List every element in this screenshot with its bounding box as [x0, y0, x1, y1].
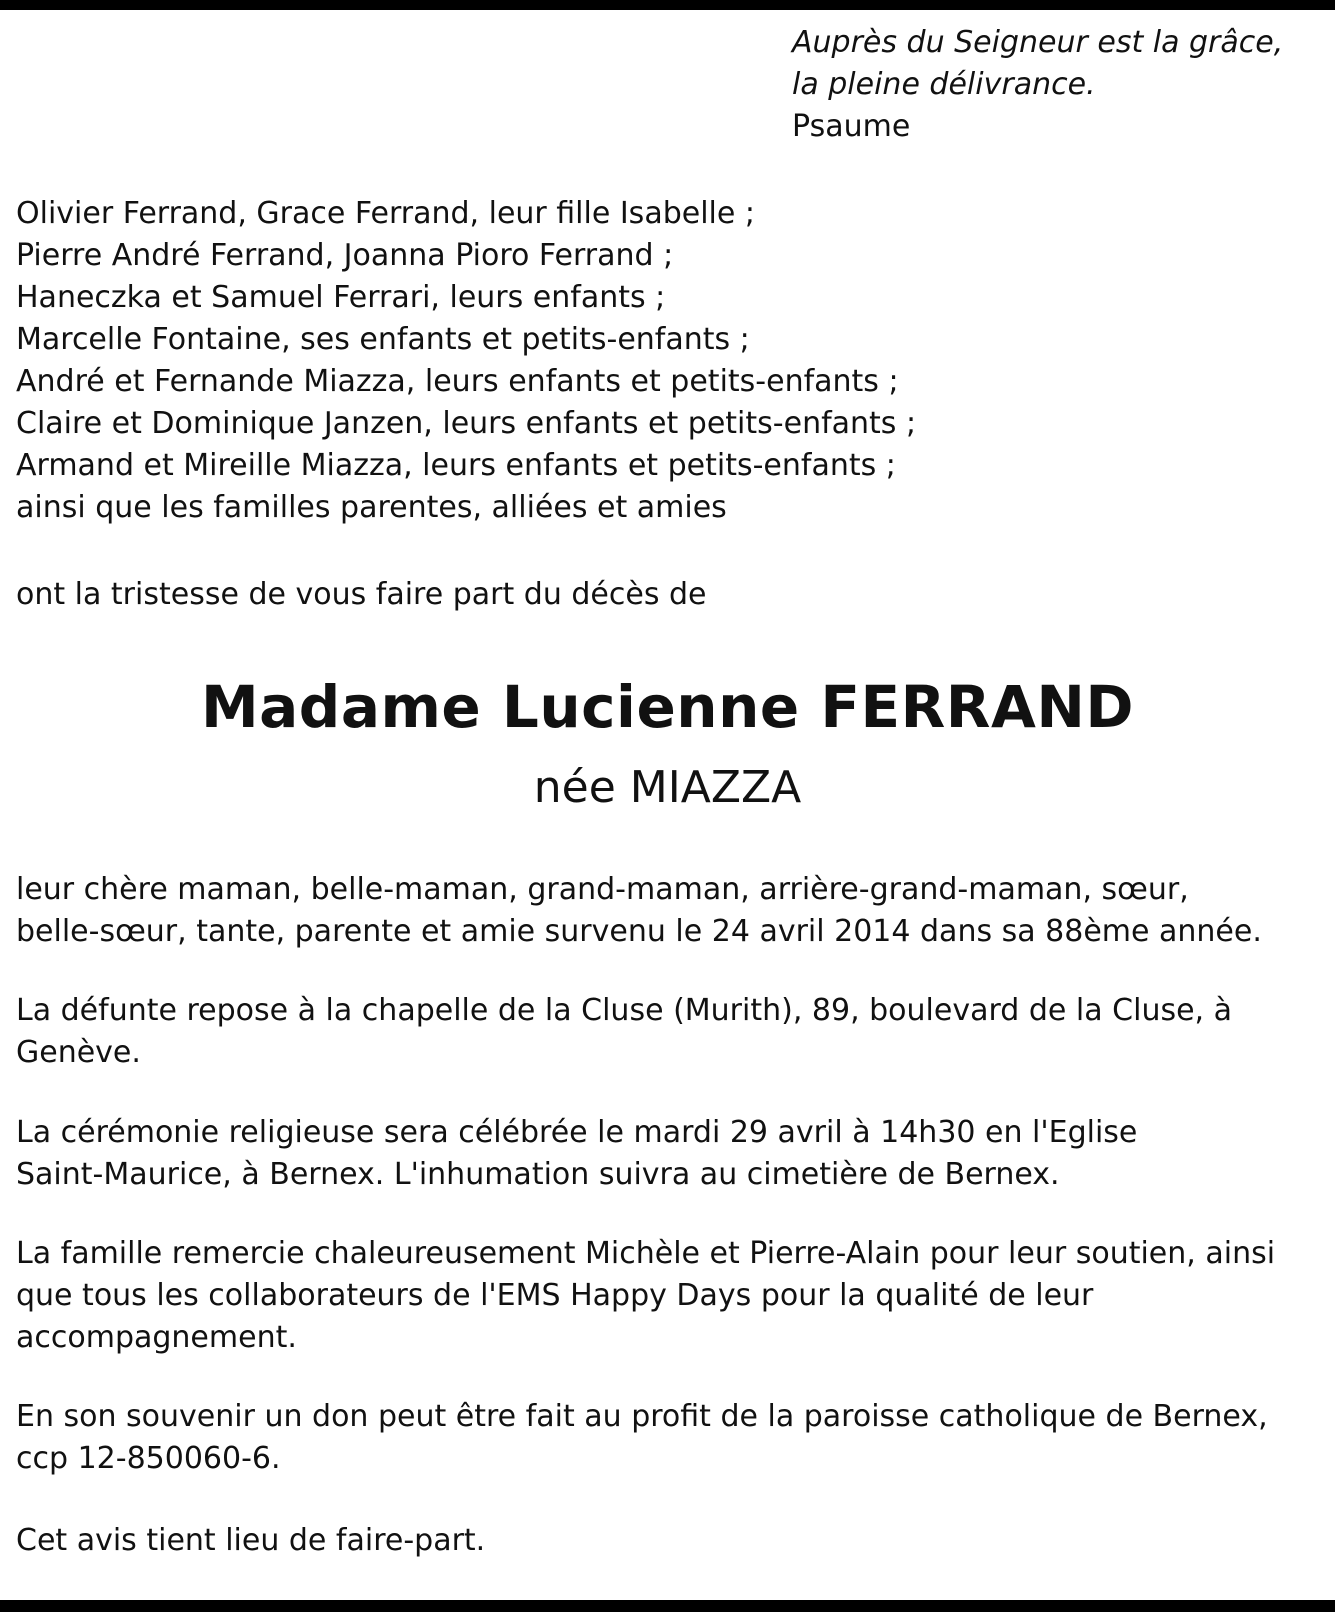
bottom-border-rule [0, 1600, 1335, 1612]
family-list-item: Haneczka et Samuel Ferrari, leurs enfants ; [16, 280, 666, 315]
family-list-item: Marcelle Fontaine, ses enfants et petits-enfants ; [16, 322, 750, 357]
family-list-item: André et Fernande Miazza, leurs enfants et petits-enfants ; [16, 364, 899, 399]
deceased-name: Madame Lucienne FERRAND [200, 673, 1135, 741]
repose-paragraph [16, 990, 1316, 1074]
top-border-rule [0, 0, 1335, 10]
donation-paragraph [16, 1396, 1316, 1480]
paragraph-line: ccp 12-850060-6. [16, 1441, 281, 1476]
paragraph-line: Cet avis tient lieu de faire-part. [16, 1523, 486, 1558]
paragraph-line: Genève. [16, 1035, 141, 1070]
family-list-item: Pierre André Ferrand, Joanna Pioro Ferrand ; [16, 238, 674, 273]
relation-paragraph [16, 869, 1316, 953]
paragraph-line: belle-sœur, tante, parente et amie survenu le 24 avril 2014 dans sa 88ème année. [16, 914, 1262, 949]
family-list [16, 193, 1316, 529]
epigraph [792, 22, 1312, 148]
thanks-paragraph [16, 1233, 1316, 1359]
paragraph-line: En son souvenir un don peut être fait au profit de la paroisse catholique de Bernex, [16, 1399, 1268, 1434]
paragraph-line: La famille remercie chaleureusement Michèle et Pierre-Alain pour leur soutien, ainsi [16, 1236, 1276, 1271]
paragraph-line: Saint-Maurice, à Bernex. L'inhumation suivra au cimetière de Bernex. [16, 1157, 1060, 1192]
deceased-maiden-name: née MIAZZA [533, 762, 802, 813]
epigraph-source: Psaume [792, 109, 911, 144]
family-list-item: Armand et Mireille Miazza, leurs enfants et petits-enfants ; [16, 448, 896, 483]
family-list-item: ainsi que les familles parentes, alliées et amies [16, 490, 727, 525]
paragraph-line: La défunte repose à la chapelle de la Cluse (Murith), 89, boulevard de la Cluse, à [16, 993, 1232, 1028]
family-list-item: Olivier Ferrand, Grace Ferrand, leur fille Isabelle ; [16, 196, 755, 231]
paragraph-line: que tous les collaborateurs de l'EMS Happy Days pour la qualité de leur [16, 1278, 1094, 1313]
closing-paragraph [16, 1520, 1316, 1562]
paragraph-line: La cérémonie religieuse sera célébrée le mardi 29 avril à 14h30 en l'Eglise [16, 1115, 1138, 1150]
epigraph-verse-line: Auprès du Seigneur est la grâce, [792, 25, 1284, 60]
announcement-text: ont la tristesse de vous faire part du décès de [16, 577, 707, 612]
family-list-item: Claire et Dominique Janzen, leurs enfants et petits-enfants ; [16, 406, 917, 441]
paragraph-line: leur chère maman, belle-maman, grand-maman, arrière-grand-maman, sœur, [16, 872, 1189, 907]
epigraph-verse-line: la pleine délivrance. [792, 67, 1096, 102]
ceremony-paragraph [16, 1112, 1316, 1196]
paragraph-line: accompagnement. [16, 1320, 297, 1355]
